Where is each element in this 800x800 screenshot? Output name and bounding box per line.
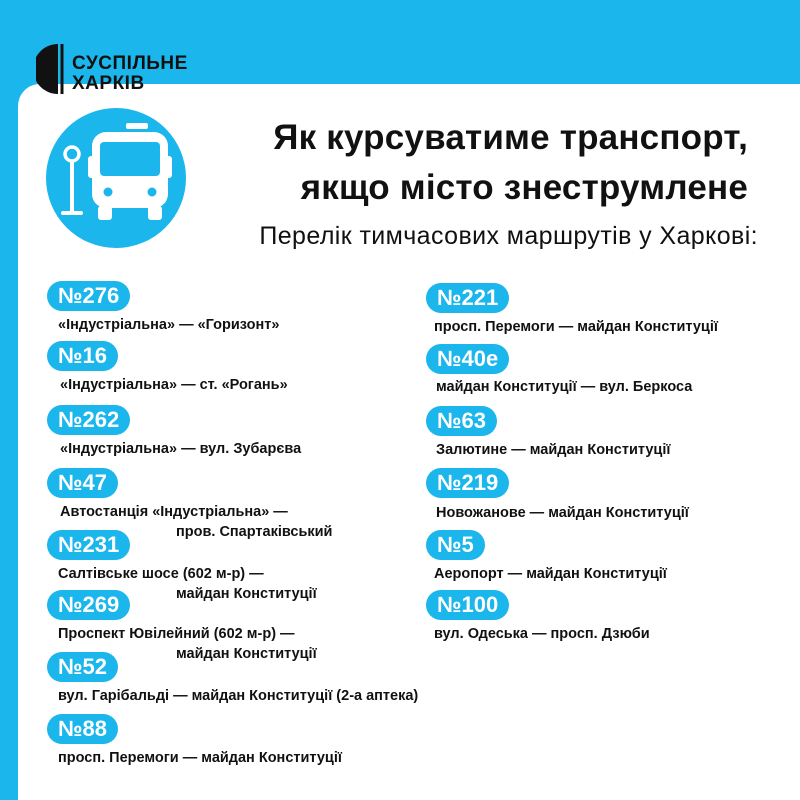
- route-text: «Індустріальна» — вул. Зубарєва: [60, 441, 302, 457]
- logo-text-line2: ХАРКІВ: [72, 73, 145, 94]
- route-text: просп. Перемоги — майдан Конституції: [58, 750, 342, 766]
- route-text: вул. Одеська — просп. Дзюби: [434, 626, 650, 642]
- route-badge: №276: [47, 281, 130, 311]
- page-subtitle: Перелік тимчасових маршрутів у Харкові:: [259, 222, 758, 250]
- route-text-continued: майдан Конституції: [176, 646, 317, 662]
- page-title-line2: якщо місто знеструмлене: [300, 168, 748, 207]
- route-text: вул. Гарібальді — майдан Конституції (2-а аптека): [58, 688, 419, 704]
- route-badge: №262: [47, 405, 130, 435]
- route-text: Новожанове — майдан Конституції: [436, 505, 689, 521]
- route-text: просп. Перемоги — майдан Конституції: [434, 319, 718, 335]
- route-badge: №231: [47, 530, 130, 560]
- route-text: Проспект Ювілейний (602 м-р) —: [58, 626, 295, 642]
- route-badge: №63: [426, 406, 497, 436]
- route-text: Залютине — майдан Конституції: [436, 442, 671, 458]
- route-badge: №221: [426, 283, 509, 313]
- route-badge: №40е: [426, 344, 509, 374]
- logo-text-line1: СУСПІЛЬНЕ: [72, 53, 188, 74]
- route-badge: №88: [47, 714, 118, 744]
- route-text: Автостанція «Індустріальна» —: [60, 504, 288, 520]
- route-badge: №52: [47, 652, 118, 682]
- route-badge: №47: [47, 468, 118, 498]
- route-text: майдан Конституції — вул. Беркоса: [436, 379, 693, 395]
- route-badge: №5: [426, 530, 485, 560]
- route-badge: №16: [47, 341, 118, 371]
- route-text: «Індустріальна» — «Горизонт»: [58, 317, 280, 333]
- route-badge: №100: [426, 590, 509, 620]
- route-text-continued: майдан Конституції: [176, 586, 317, 602]
- bus-icon: [46, 108, 186, 248]
- route-text-continued: пров. Спартаківський: [176, 524, 333, 540]
- route-badge: №269: [47, 590, 130, 620]
- page-title-line1: Як курсуватиме транспорт,: [273, 118, 748, 157]
- route-badge: №219: [426, 468, 509, 498]
- route-text: Аеропорт — майдан Конституції: [434, 566, 667, 582]
- bus-stop-icon: [46, 108, 186, 248]
- route-text: Салтівське шосе (602 м-р) —: [58, 566, 264, 582]
- route-text: «Індустріальна» — ст. «Рогань»: [60, 377, 288, 393]
